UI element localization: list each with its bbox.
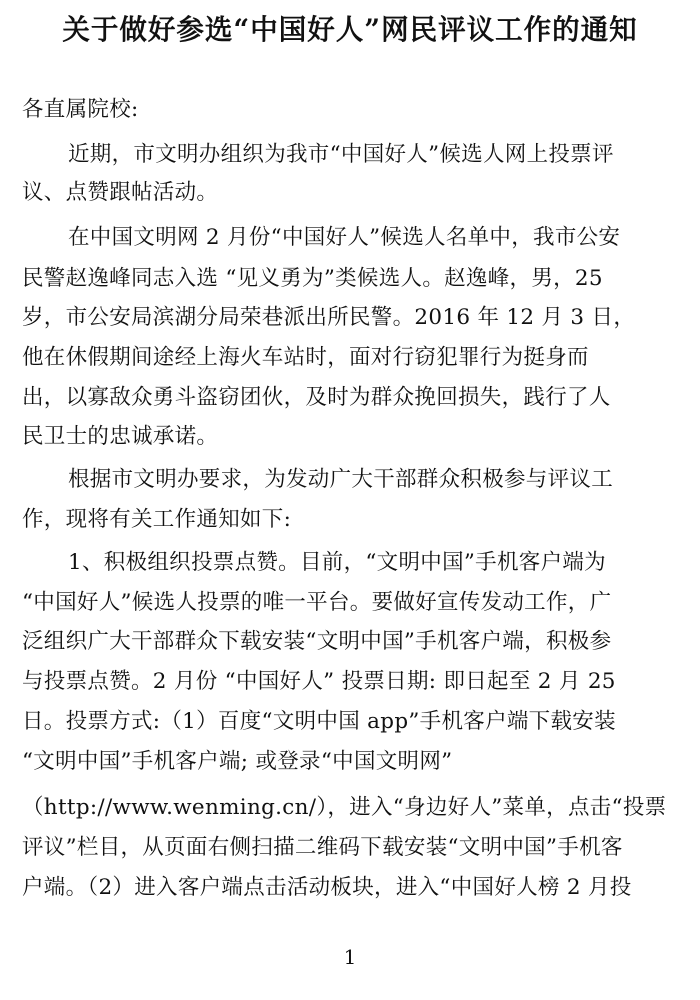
paragraph-line: （http://www.wenming.cn/），进入“身边好人”菜单，点击“投票 (22, 795, 667, 820)
paragraph-line: 议、点赞跟帖活动。 (22, 180, 219, 205)
paragraph-line: 在中国文明网 2 月份“中国好人”候选人名单中，我市公安 (68, 225, 621, 250)
paragraph-line: “文明中国”手机客户端; 或登录“中国文明网” (22, 749, 453, 774)
paragraph-line: 岁，市公安局滨湖分局荣巷派出所民警。2016 年 12 月 3 日， (22, 305, 636, 330)
paragraph-line: 民卫士的忠诚承诺。 (22, 424, 219, 449)
paragraph-line: 与投票点赞。2 月份 “中国好人” 投票日期: 即日起至 2 月 25 (22, 669, 616, 694)
salutation: 各直属院校: (22, 97, 139, 122)
paragraph-line: 日。投票方式:（1）百度“文明中国 app”手机客户端下载安装 (22, 709, 616, 734)
paragraph-line: 他在休假期间途经上海火车站时，面对行窃犯罪行为挺身而 (22, 345, 589, 370)
paragraph-line: 户端。（2）进入客户端点击活动板块，进入“中国好人榜 2 月投 (22, 875, 632, 900)
paragraph-line: 近期，市文明办组织为我市“中国好人”候选人网上投票评 (68, 142, 614, 167)
paragraph-line: “中国好人”候选人投票的唯一平台。要做好宣传发动工作，广 (22, 590, 612, 615)
paragraph-line: 出，以寡敌众勇斗盗窃团伙，及时为群众挽回损失，践行了人 (22, 385, 611, 410)
page-number: 1 (343, 945, 357, 969)
paragraph-line: 根据市文明办要求，为发动广大干部群众积极参与评议工 (68, 467, 614, 492)
paragraph-line: 民警赵逸峰同志入选 “见义勇为”类候选人。赵逸峰，男，25 (22, 266, 603, 291)
paragraph-line: 作，现将有关工作通知如下: (22, 507, 292, 532)
paragraph-line: 泛组织广大干部群众下载安装“文明中国”手机客户端，积极参 (22, 629, 612, 654)
paragraph-line: 评议”栏目，从页面右侧扫描二维码下载安装“文明中国”手机客 (22, 835, 623, 860)
paragraph-line: 1、积极组织投票点赞。目前，“文明中国”手机客户端为 (68, 550, 606, 575)
document-title: 关于做好参选“中国好人”网民评议工作的通知 (62, 13, 638, 46)
